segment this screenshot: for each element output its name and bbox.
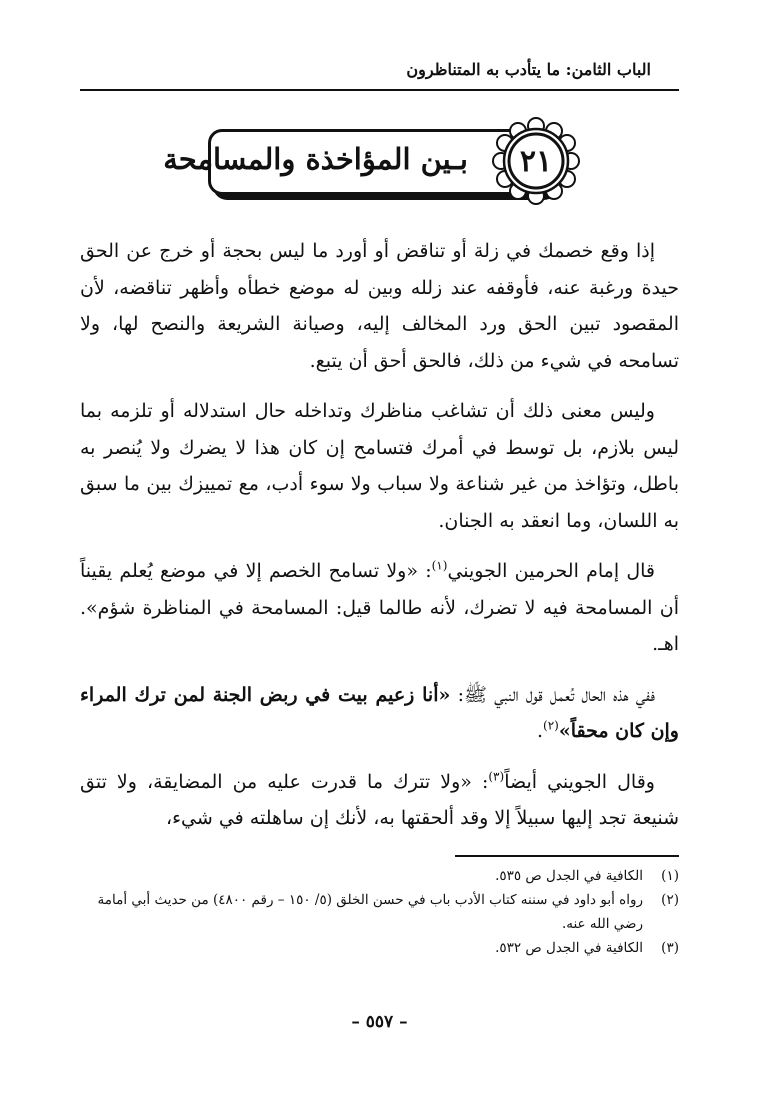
main-text	[80, 233, 679, 837]
footnote-text: رواه أبو داود في سننه كتاب الأدب باب في حسن الخلق (٥/ ١٥٠ – رقم ٤٨٠٠) من حديث أبي أمامة رضي الله عنه.	[97, 892, 643, 932]
footnote-number: (٢)	[661, 892, 679, 908]
footnote-ref-3: (٣)	[488, 769, 505, 784]
page-number: – ٥٥٧ –	[351, 1012, 408, 1032]
section-number: ٢١	[519, 143, 553, 179]
footnote-rule	[455, 855, 679, 857]
paragraph-5-body: : «ولا تترك ما قدرت عليه من المضايقة، ولا تتق شنيعة تجد إليها سبيلاً إلا وقد ألحقتها به، لأنك إن ساهلته في شيء،	[80, 770, 679, 829]
footnote-3	[80, 936, 679, 960]
paragraph-2: وليس معنى ذلك أن تشاغب مناظرك وتداخله حال استدلاله أو تلزمه بما ليس بلازم، بل توسط في أمرك فتسامح إن كان هذا لا يضرك ولا يُنصر به باطل، وتؤاخذ من غير شناعة ولا سباب ولا سوء أدب، مع تمييزك بين ما سبق به اللسان، وما انعقد به الجنان.	[80, 400, 679, 532]
running-header: الباب الثامن: ما يتأدب به المتناظرون	[406, 60, 651, 79]
paragraph-5	[80, 764, 679, 837]
paragraph-3-lead: قال إمام الحرمين الجويني	[447, 560, 656, 582]
footnote-text: الكافية في الجدل ص ٥٣٥.	[495, 868, 643, 884]
hadith-quote: «أنا زعيم بيت في ربض الجنة لمن ترك المراء وإن كان محقاً»	[80, 683, 679, 742]
section-number-medallion	[492, 117, 580, 205]
section-title: بـين المؤاخذة والمسامحة	[163, 142, 468, 176]
header-rule	[80, 89, 679, 91]
paragraph-4-lead: ففي هذه الحال تُعمل قول النبي ﷺ:	[450, 683, 655, 706]
paragraph-3	[80, 553, 679, 663]
footnote-ref-1: (١)	[431, 558, 448, 573]
paragraph-1: إذا وقع خصمك في زلة أو تناقض أو أورد ما ليس بحجة أو خرج عن الحق حيدة ورغبة عنه، فأوقفه عند زلله وبين له موضع خطأه وأظهر تناقضه، لأن المقصود تبين الحق ورد المخالف إليه، وصيانة الشريعة والنصح لها، ولا تسامحه في شيء من ذلك، فالحق أحق أن يتبع.	[80, 240, 679, 372]
footnote-1	[80, 864, 679, 888]
paragraph-5-lead: وقال الجويني أيضاً	[504, 770, 655, 793]
paragraph-4	[80, 677, 679, 750]
footnote-number: (١)	[661, 868, 679, 884]
footnote-ref-2: (٢)	[543, 718, 559, 733]
footnotes	[80, 864, 679, 960]
footnote-number: (٣)	[661, 940, 679, 956]
footnote-2	[80, 888, 679, 936]
paragraph-4-end: .	[536, 720, 544, 742]
footnote-text: الكافية في الجدل ص ٥٣٢.	[495, 940, 643, 956]
paragraph-3-body: : «ولا تسامح الخصم إلا في موضع يُعلم يقيناً أن المسامحة فيه لا تضرك، لأنه طالما قيل: المسامحة في المناظرة شؤم». اهـ.	[80, 560, 679, 655]
